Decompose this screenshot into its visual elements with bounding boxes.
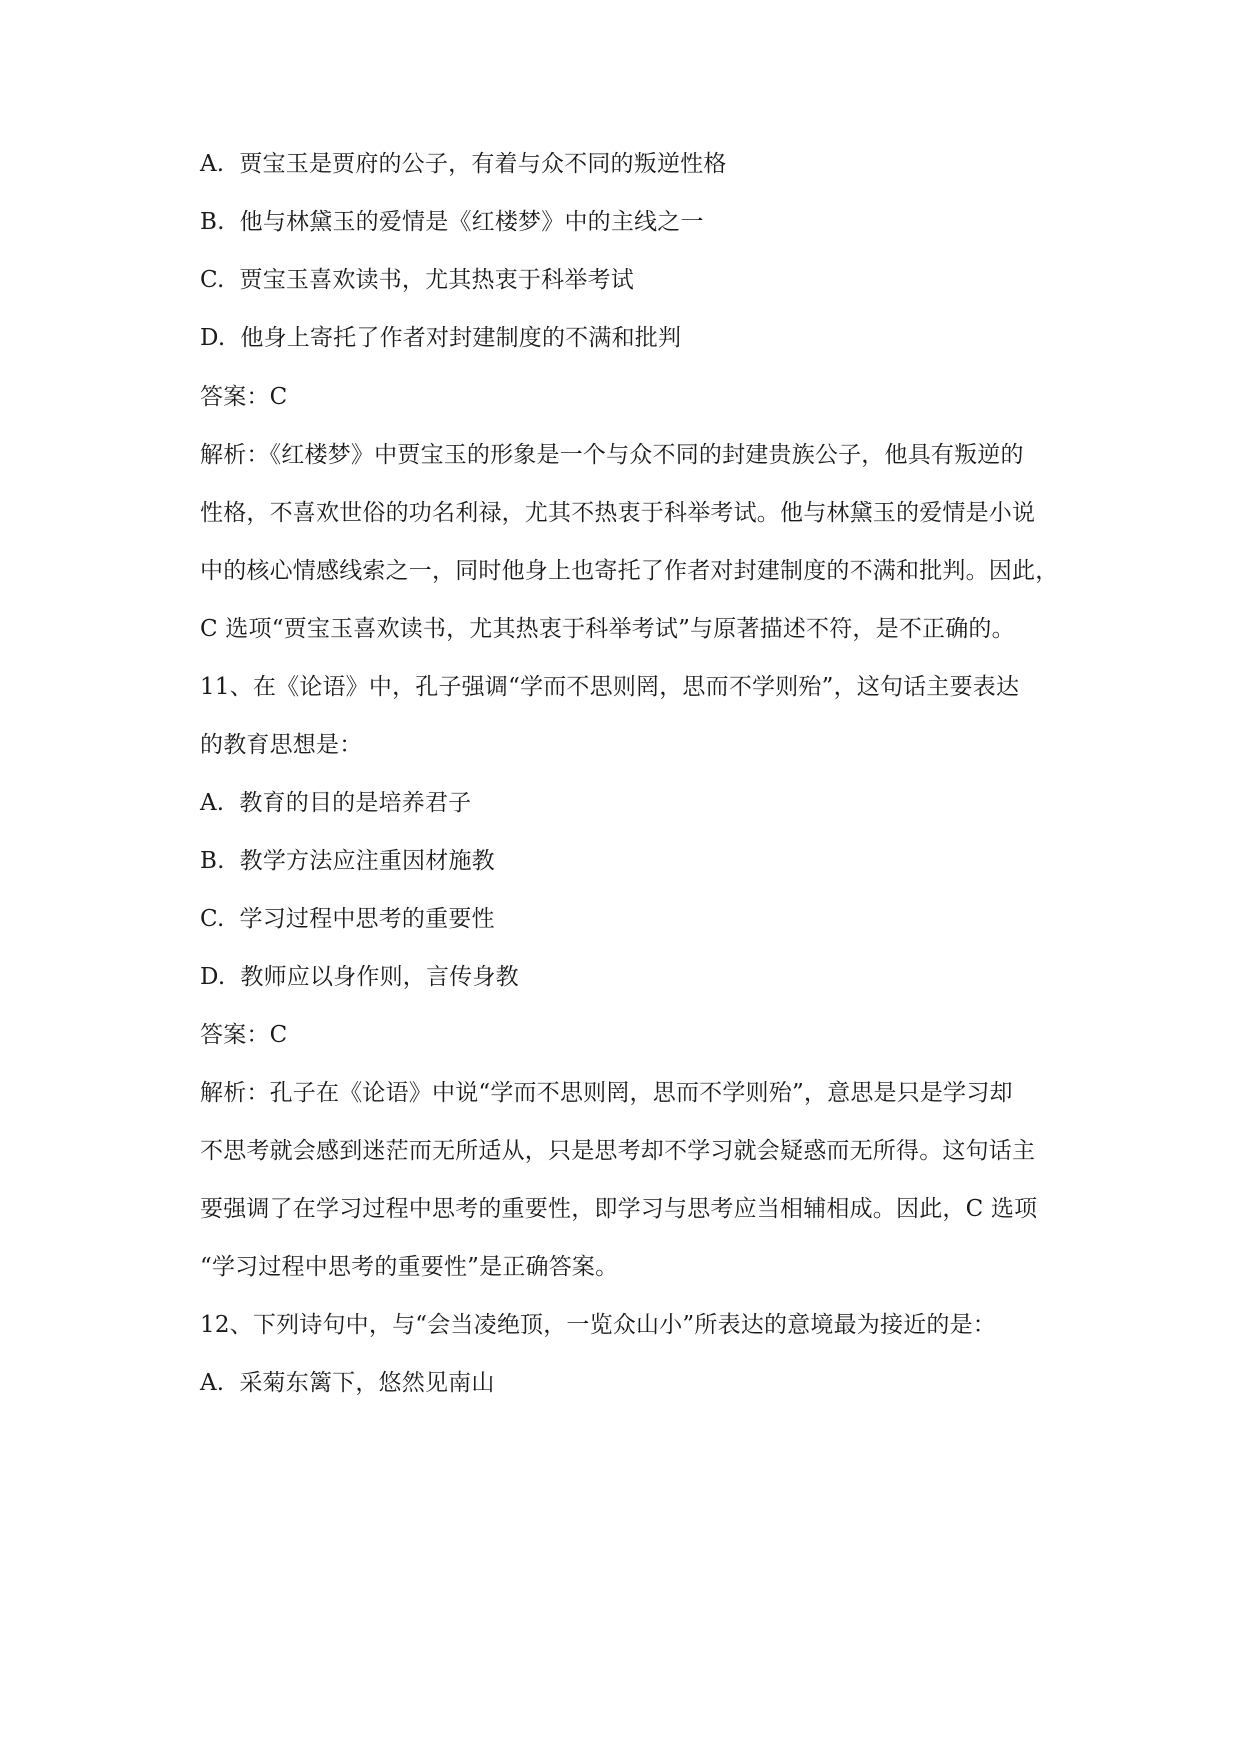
option-label: B.: [200, 848, 225, 874]
q11-option-d: [200, 961, 1080, 993]
option-text: 学习过程中思考的重要性: [239, 906, 495, 932]
option-text: 他与林黛玉的爱情是《红楼梦》中的主线之一: [239, 209, 704, 235]
option-label: D.: [200, 325, 226, 351]
q11-stem-line: 11、在《论语》中，孔子强调“学而不思则罔，思而不学则殆”，这句话主要表达: [200, 674, 1020, 700]
q11-analysis-line: 要强调了在学习过程中思考的重要性，即学习与思考应当相辅相成。因此，C 选项: [200, 1196, 1038, 1222]
option-label: A.: [200, 1370, 225, 1396]
option-text: 贾宝玉喜欢读书，尤其热衷于科举考试: [239, 267, 634, 293]
option-text: 教育的目的是培养君子: [239, 790, 472, 816]
option-text: 他身上寄托了作者对封建制度的不满和批判: [240, 325, 682, 351]
q11-option-b: [200, 845, 1080, 877]
option-label: C.: [200, 906, 225, 932]
option-text: 采菊东篱下，悠然见南山: [239, 1370, 495, 1396]
option-text: 教师应以身作则，言传身教: [240, 964, 519, 990]
q10-analysis-line: 中的核心情感线索之一，同时他身上也寄托了作者对封建制度的不满和批判。因此，: [200, 558, 1059, 584]
q10-option-c: [200, 264, 1080, 296]
q10-option-a: [200, 148, 1080, 180]
option-label: A.: [200, 790, 225, 816]
q11-option-a: [200, 787, 1080, 819]
option-label: D.: [200, 964, 226, 990]
q11-stem-line: 的教育思想是：: [200, 732, 363, 758]
option-text: 贾宝玉是贾府的公子，有着与众不同的叛逆性格: [239, 151, 727, 177]
option-label: A.: [200, 151, 225, 177]
q11-analysis-line: 不思考就会感到迷茫而无所适从，只是思考却不学习就会疑惑而无所得。这句话主: [200, 1138, 1036, 1164]
q10-analysis-line: C 选项“贾宝玉喜欢读书，尤其热衷于科举考试”与原著描述不符，是不正确的。: [200, 616, 1015, 642]
q11-analysis-line: 解析：孔子在《论语》中说“学而不思则罔，思而不学则殆”，意思是只是学习却: [200, 1080, 1013, 1106]
q10-answer: 答案：C: [200, 384, 288, 410]
q11-analysis-line: “学习过程中思考的重要性”是正确答案。: [200, 1254, 619, 1280]
q10-analysis-line: 性格，不喜欢世俗的功名利禄，尤其不热衷于科举考试。他与林黛玉的爱情是小说: [200, 500, 1036, 526]
option-label: C.: [200, 267, 225, 293]
q11-answer: 答案：C: [200, 1022, 288, 1048]
q10-option-b: [200, 206, 1080, 238]
q12-option-a: [200, 1367, 1080, 1399]
option-text: 教学方法应注重因材施教: [239, 848, 495, 874]
option-label: B.: [200, 209, 225, 235]
q12-stem: 12、下列诗句中，与“会当凌绝顶，一览众山小”所表达的意境最为接近的是：: [200, 1312, 996, 1338]
q10-option-d: [200, 322, 1080, 354]
q11-option-c: [200, 903, 1080, 935]
q10-analysis-line: 解析：《红楼梦》中贾宝玉的形象是一个与众不同的封建贵族公子，他具有叛逆的: [200, 442, 1024, 468]
